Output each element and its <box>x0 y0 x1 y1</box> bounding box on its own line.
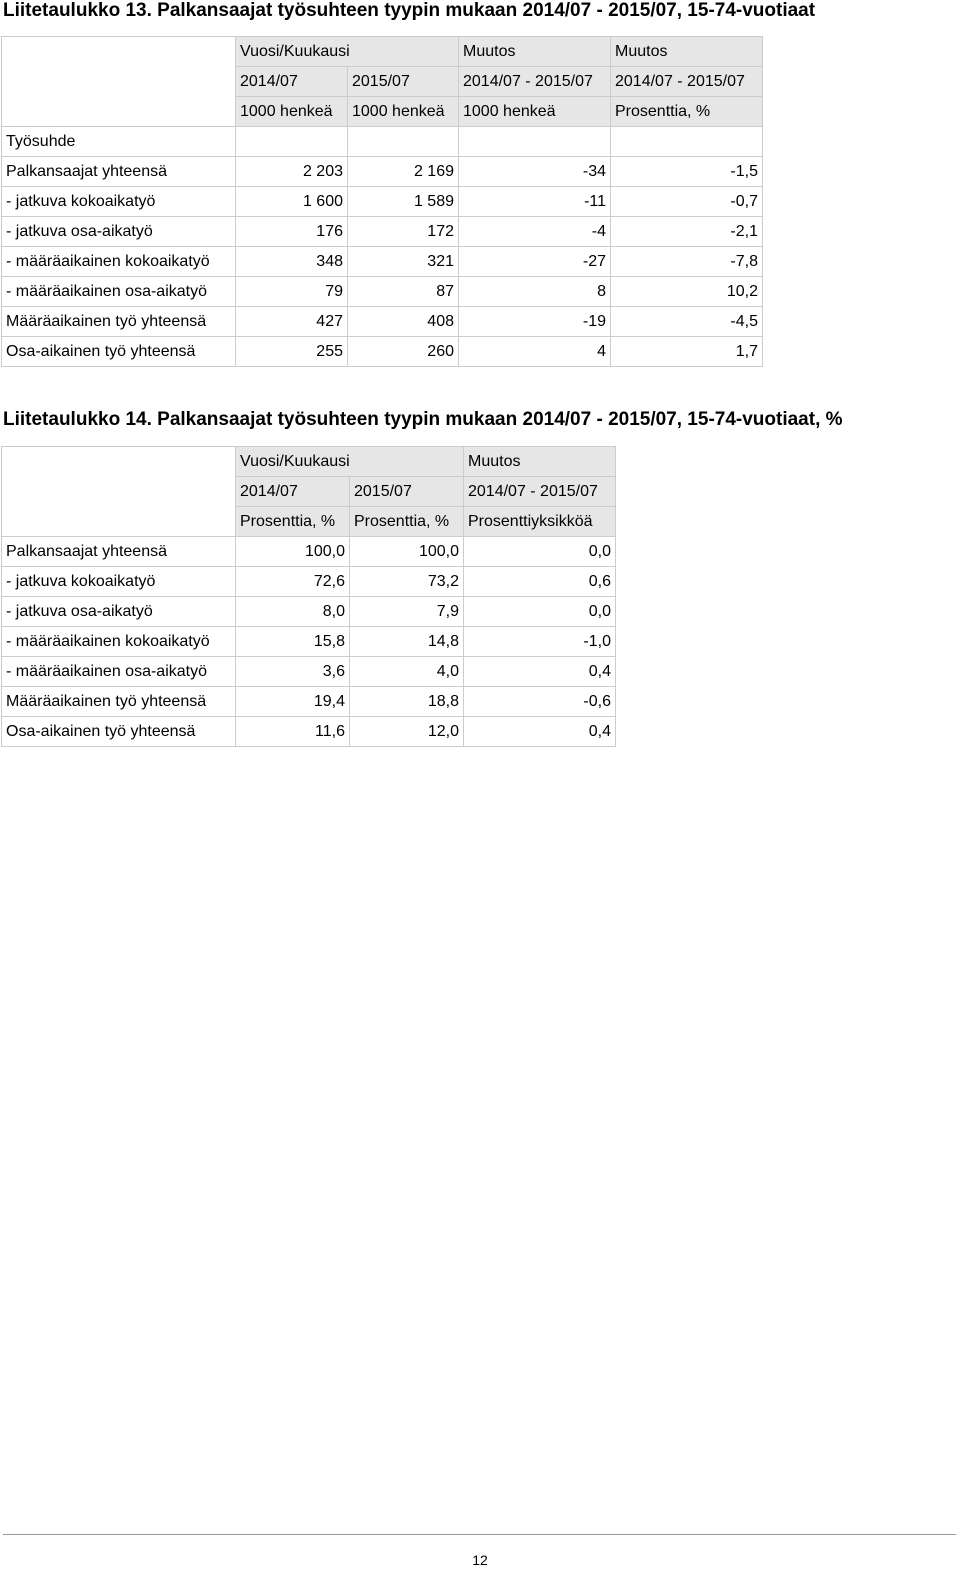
table-cell: 1 589 <box>348 187 459 217</box>
table-row <box>2 537 616 567</box>
table-13-unit-col-2: 1000 henkeä <box>348 97 459 127</box>
table-14-unit-col-1: Prosenttia, % <box>236 507 350 537</box>
table-cell: 255 <box>236 337 348 367</box>
row-label: - jatkuva kokoaikatyö <box>2 187 236 217</box>
table-cell <box>459 127 611 157</box>
table-cell: -0,7 <box>611 187 763 217</box>
table-cell: -34 <box>459 157 611 187</box>
table-cell: 176 <box>236 217 348 247</box>
row-label: - jatkuva osa-aikatyö <box>2 217 236 247</box>
table-13 <box>1 36 763 367</box>
table-13-unit-col-1: 1000 henkeä <box>236 97 348 127</box>
table-cell: 1 600 <box>236 187 348 217</box>
table-14-unit-col-2: Prosenttia, % <box>350 507 464 537</box>
table-14-header-change: Muutos <box>464 447 616 477</box>
row-label: Määräaikainen työ yhteensä <box>2 307 236 337</box>
table-cell: 87 <box>348 277 459 307</box>
table-cell: 18,8 <box>350 687 464 717</box>
table-row <box>2 247 763 277</box>
row-label: - jatkuva kokoaikatyö <box>2 567 236 597</box>
row-label: Palkansaajat yhteensä <box>2 157 236 187</box>
table-14 <box>1 446 616 747</box>
table-cell: 1,7 <box>611 337 763 367</box>
table-cell: 321 <box>348 247 459 277</box>
table-cell: 73,2 <box>350 567 464 597</box>
table-row <box>2 687 616 717</box>
page-number: 12 <box>472 1552 488 1568</box>
table-14-title: Liitetaulukko 14. Palkansaajat työsuhteen tyypin mukaan 2014/07 - 2015/07, 15-74-vuotiaat, % <box>3 409 843 430</box>
table-row <box>2 627 616 657</box>
table-cell: 408 <box>348 307 459 337</box>
table-cell: 2 169 <box>348 157 459 187</box>
table-cell: -11 <box>459 187 611 217</box>
table-14-header-col-3: 2014/07 - 2015/07 <box>464 477 616 507</box>
table-cell: 0,6 <box>464 567 616 597</box>
table-row <box>2 217 763 247</box>
table-cell: -1,5 <box>611 157 763 187</box>
table-13-header-period: Vuosi/Kuukausi <box>236 37 459 67</box>
table-cell: 15,8 <box>236 627 350 657</box>
table-row <box>2 597 616 627</box>
table-row <box>2 307 763 337</box>
row-label: Palkansaajat yhteensä <box>2 537 236 567</box>
table-cell: 260 <box>348 337 459 367</box>
table-13-header-col-4: 2014/07 - 2015/07 <box>611 67 763 97</box>
table-cell: 348 <box>236 247 348 277</box>
table-cell: 79 <box>236 277 348 307</box>
table-13-header-col-2: 2015/07 <box>348 67 459 97</box>
table-14-header-col-1: 2014/07 <box>236 477 350 507</box>
table-13-unit-col-4: Prosenttia, % <box>611 97 763 127</box>
table-14-header-col-2: 2015/07 <box>350 477 464 507</box>
table-cell: -0,6 <box>464 687 616 717</box>
table-cell: 14,8 <box>350 627 464 657</box>
table-cell: 427 <box>236 307 348 337</box>
table-row <box>2 277 763 307</box>
table-cell: -4,5 <box>611 307 763 337</box>
table-cell: 100,0 <box>236 537 350 567</box>
table-cell: 8 <box>459 277 611 307</box>
table-cell: 72,6 <box>236 567 350 597</box>
table-row <box>2 337 763 367</box>
table-cell: 172 <box>348 217 459 247</box>
table-cell: 4 <box>459 337 611 367</box>
table-cell: 10,2 <box>611 277 763 307</box>
row-label: - määräaikainen osa-aikatyö <box>2 277 236 307</box>
table-cell: -19 <box>459 307 611 337</box>
table-13-stub-header-row <box>2 127 763 157</box>
table-cell: 0,0 <box>464 597 616 627</box>
table-cell: 12,0 <box>350 717 464 747</box>
table-cell: 0,4 <box>464 657 616 687</box>
table-cell: 19,4 <box>236 687 350 717</box>
table-14-unit-col-3: Prosenttiyksikköä <box>464 507 616 537</box>
table-13-header-change-pct: Muutos <box>611 37 763 67</box>
table-row <box>2 567 616 597</box>
table-cell: 0,0 <box>464 537 616 567</box>
row-label: - jatkuva osa-aikatyö <box>2 597 236 627</box>
table-14-header-row-1 <box>2 447 616 477</box>
table-13-header-col-3: 2014/07 - 2015/07 <box>459 67 611 97</box>
row-label: - määräaikainen kokoaikatyö <box>2 247 236 277</box>
table-cell: 100,0 <box>350 537 464 567</box>
table-row <box>2 717 616 747</box>
table-cell: 7,9 <box>350 597 464 627</box>
table-cell: 3,6 <box>236 657 350 687</box>
table-cell: 4,0 <box>350 657 464 687</box>
table-cell: -27 <box>459 247 611 277</box>
row-label: - määräaikainen osa-aikatyö <box>2 657 236 687</box>
footer-divider <box>3 1534 956 1535</box>
table-cell: -1,0 <box>464 627 616 657</box>
table-14-corner <box>2 447 236 537</box>
table-cell: -2,1 <box>611 217 763 247</box>
table-cell: 2 203 <box>236 157 348 187</box>
table-cell <box>611 127 763 157</box>
table-13-title: Liitetaulukko 13. Palkansaajat työsuhteen tyypin mukaan 2014/07 - 2015/07, 15-74-vuotiaat <box>3 0 816 21</box>
table-cell: -4 <box>459 217 611 247</box>
row-label: Määräaikainen työ yhteensä <box>2 687 236 717</box>
table-13-corner <box>2 37 236 127</box>
table-row <box>2 157 763 187</box>
table-cell <box>348 127 459 157</box>
row-label: Osa-aikainen työ yhteensä <box>2 337 236 367</box>
table-cell: 0,4 <box>464 717 616 747</box>
table-cell: 11,6 <box>236 717 350 747</box>
table-cell <box>236 127 348 157</box>
table-13-unit-col-3: 1000 henkeä <box>459 97 611 127</box>
table-cell: -7,8 <box>611 247 763 277</box>
table-13-header-col-1: 2014/07 <box>236 67 348 97</box>
table-13-header-change: Muutos <box>459 37 611 67</box>
table-13-stub-header: Työsuhde <box>2 127 236 157</box>
row-label: Osa-aikainen työ yhteensä <box>2 717 236 747</box>
table-14-header-period: Vuosi/Kuukausi <box>236 447 464 477</box>
table-13-header-row-1 <box>2 37 763 67</box>
row-label: - määräaikainen kokoaikatyö <box>2 627 236 657</box>
table-row <box>2 187 763 217</box>
table-cell: 8,0 <box>236 597 350 627</box>
table-row <box>2 657 616 687</box>
